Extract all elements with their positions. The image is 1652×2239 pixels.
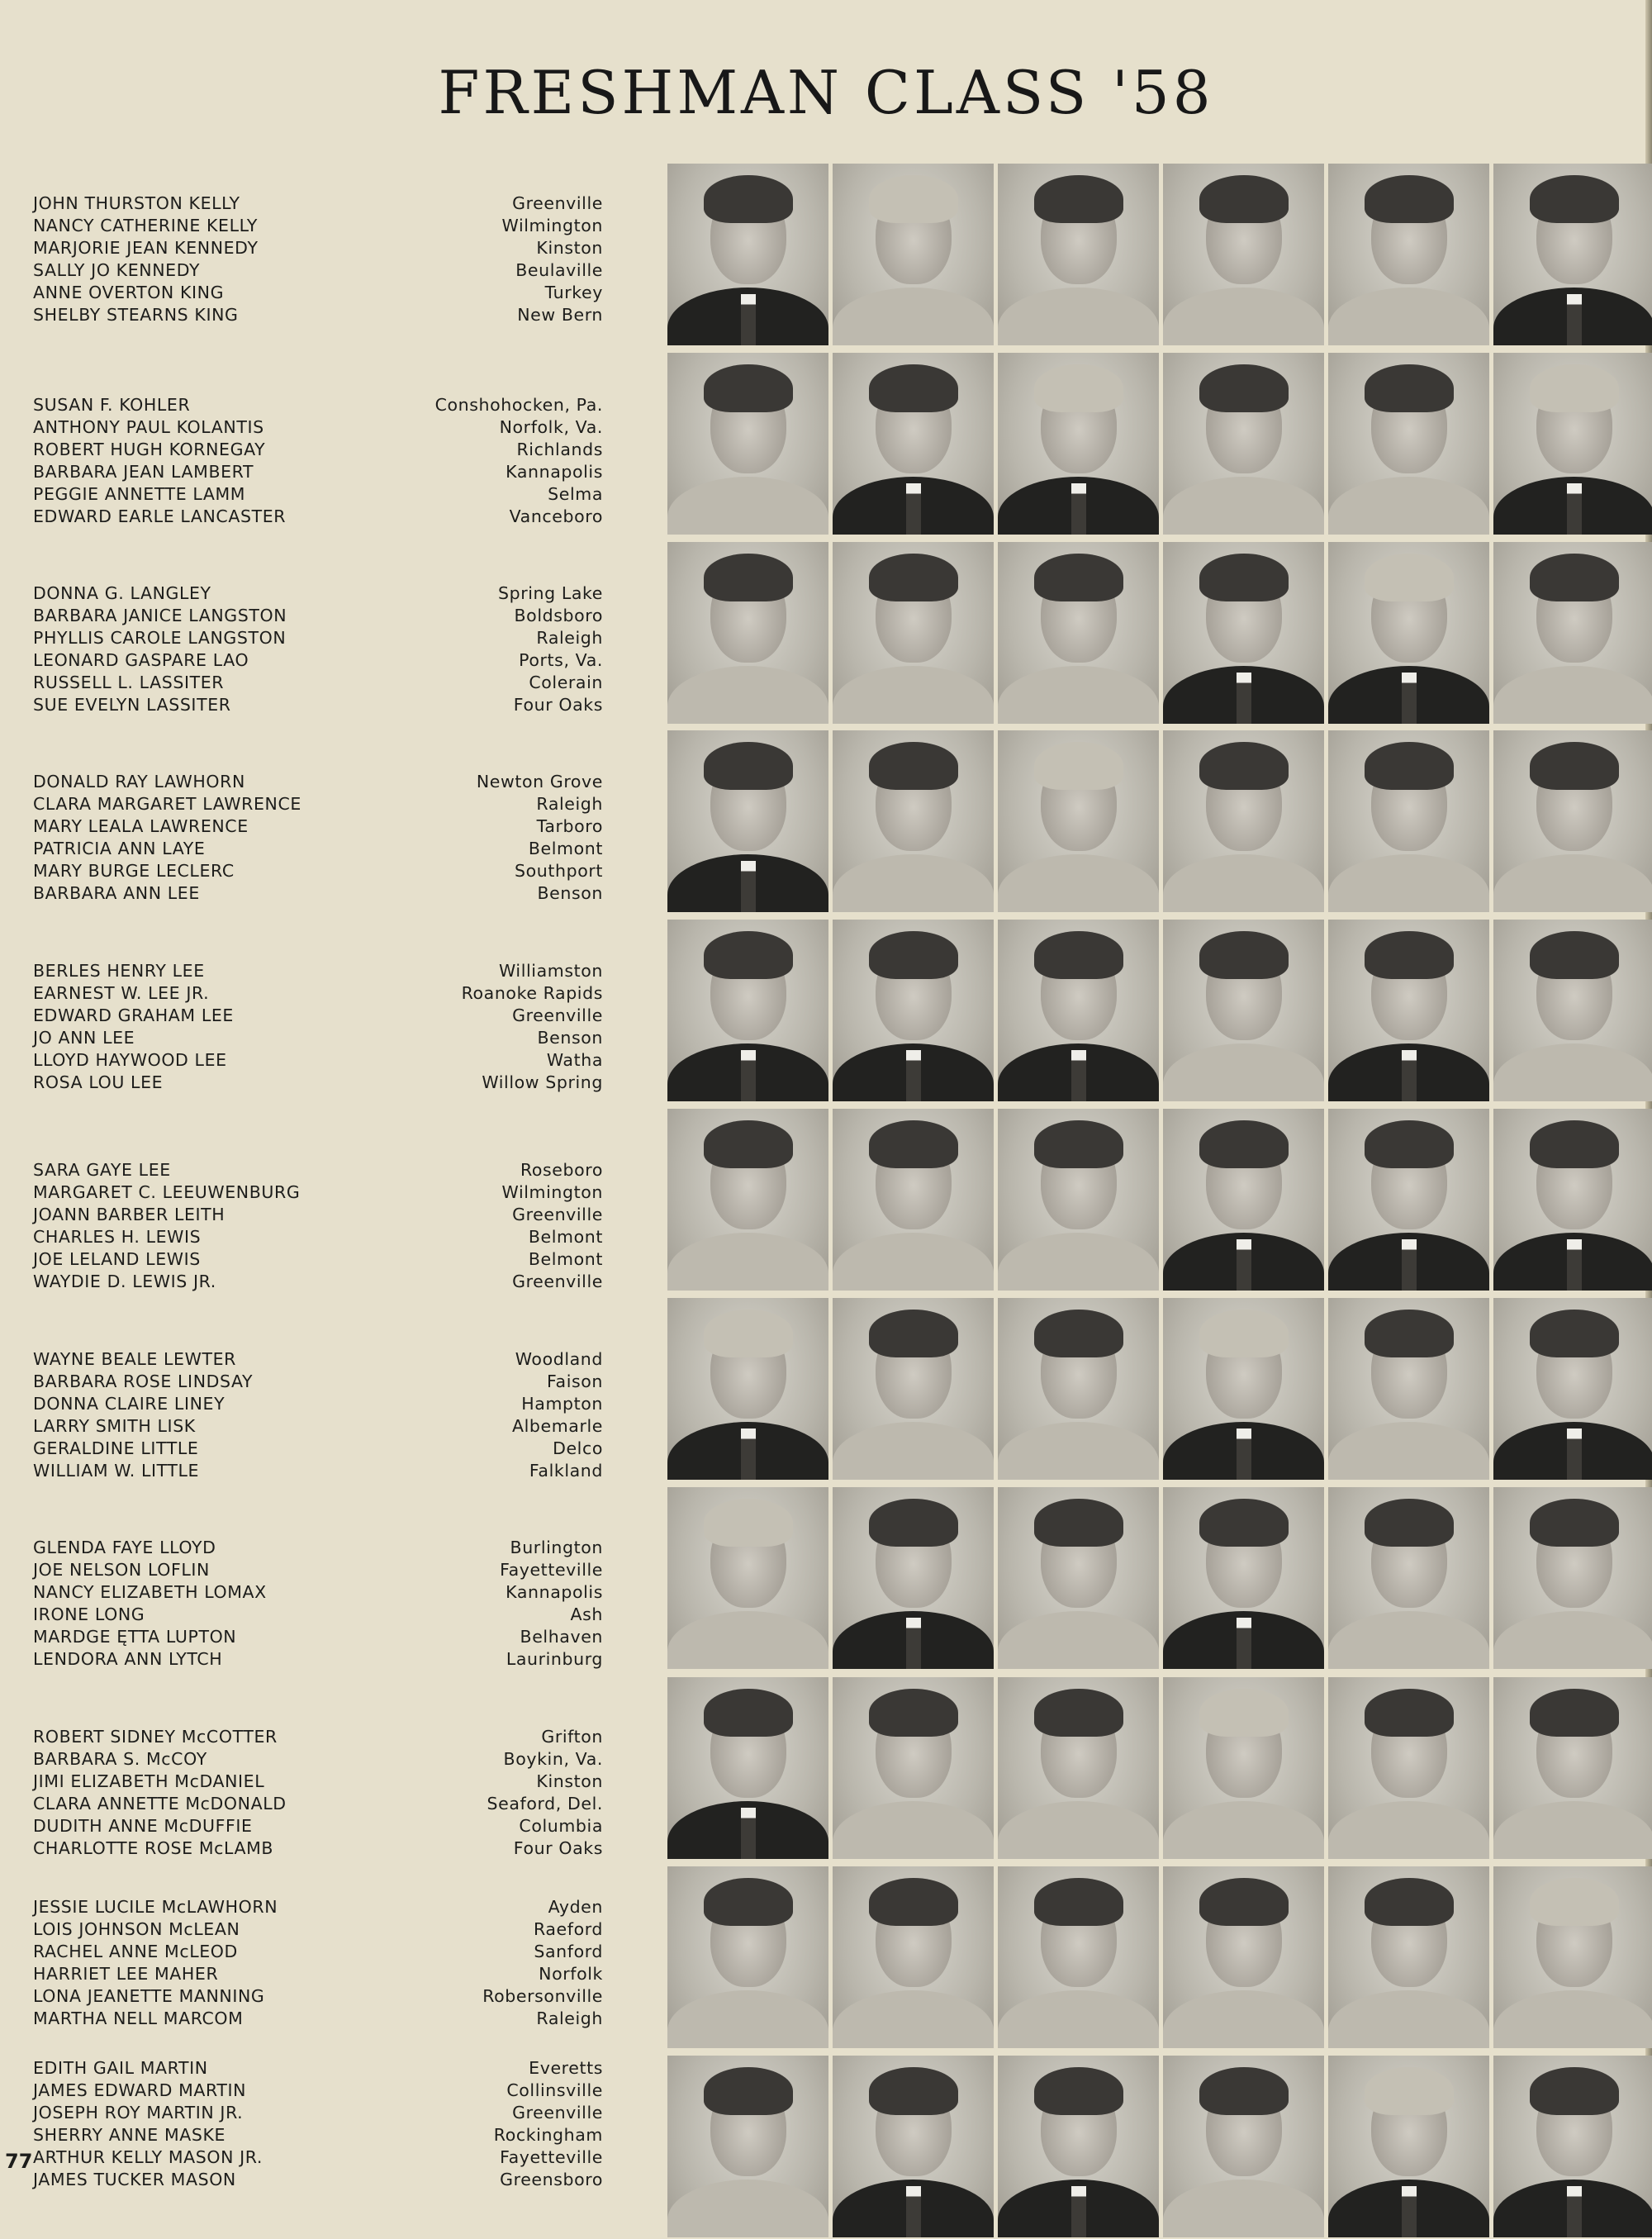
student-hometown: Roanoke Rapids [461,983,603,1003]
student-name: PEGGIE ANNETTE LAMM [33,484,246,504]
student-names [33,193,363,326]
student-portrait [667,920,828,1101]
student-hometown: Columbia [519,1816,603,1836]
student-names [33,1159,363,1293]
student-hometown: Boldsboro [514,606,603,625]
student-hometown: Southport [515,861,603,881]
student-portrait [1163,1677,1324,1859]
student-hometown: Selma [548,484,603,504]
portrait-strip [667,542,1652,725]
student-hometown: Norfolk, Va. [499,417,603,437]
student-name: EDWARD EARLE LANCASTER [33,506,287,526]
student-names [33,771,363,905]
student-hometown: Belmont [528,1227,603,1247]
student-hometown: Kannapolis [506,462,603,482]
student-portrait [1163,353,1324,535]
portrait-strip [667,730,1652,914]
student-name: DUDITH ANNE McDUFFIE [33,1816,253,1836]
student-names [33,1726,363,1860]
student-portrait [1163,164,1324,345]
student-portrait [1163,1866,1324,2048]
student-hometown: Four Oaks [513,695,603,715]
student-hometown: Seaford, Del. [487,1794,603,1814]
portrait-strip [667,920,1652,1103]
page-title: FRESHMAN CLASS '58 [438,58,1214,127]
student-hometown: Richlands [516,440,603,459]
student-name: BARBARA S. McCOY [33,1749,207,1769]
student-portrait [667,542,828,724]
page-number: 77 [5,2150,33,2173]
roster-group [0,1298,1652,1481]
student-name: SHERRY ANNE MASKE [33,2125,226,2145]
student-name: BARBARA ROSE LINDSAY [33,1371,254,1391]
student-name: JOSEPH ROY MARTIN JR. [33,2103,244,2123]
student-hometown: Belmont [528,839,603,858]
student-portrait [1328,353,1489,535]
student-hometown: New Bern [517,305,603,325]
roster-group [0,2056,1652,2239]
student-name: LLOYD HAYWOOD LEE [33,1050,227,1070]
student-hometown: Hampton [521,1394,603,1414]
student-hometown: Norfolk [539,1964,603,1984]
student-name: ROBERT HUGH KORNEGAY [33,440,266,459]
student-portrait [1328,1487,1489,1669]
student-name: PHYLLIS CAROLE LANGSTON [33,628,287,648]
student-name: SARA GAYE LEE [33,1160,171,1180]
student-portrait [1328,920,1489,1101]
student-portrait [998,1866,1159,2048]
student-hometown: Raleigh [536,628,603,648]
student-hometown: Faison [547,1371,603,1391]
student-name: ROBERT SIDNEY McCOTTER [33,1727,278,1747]
student-name: LOIS JOHNSON McLEAN [33,1919,240,1939]
student-hometown: Robersonville [482,1986,603,2006]
student-portrait [667,1487,828,1669]
student-portrait [1493,1487,1652,1669]
portrait-strip [667,353,1652,536]
student-hometowns [388,1348,603,1482]
student-hometown: Raeford [533,1919,603,1939]
student-name: WILLIAM W. LITTLE [33,1461,200,1481]
student-hometowns [388,1896,603,2030]
student-portrait [667,1109,828,1291]
student-hometown: Boykin, Va. [503,1749,603,1769]
student-hometown: Greenville [512,193,603,213]
roster-group [0,1487,1652,1671]
student-portrait [1328,2056,1489,2237]
student-hometown: Ayden [548,1897,603,1917]
student-name: HARRIET LEE MAHER [33,1964,219,1984]
student-hometown: Kannapolis [506,1582,603,1602]
student-portrait [667,1866,828,2048]
student-name: ARTHUR KELLY MASON JR. [33,2147,263,2167]
student-name: BERLES HENRY LEE [33,961,205,981]
student-hometown: Vanceboro [509,506,603,526]
student-names [33,1896,363,2030]
student-names [33,394,363,528]
student-hometown: Colerain [529,673,603,692]
student-portrait [998,2056,1159,2237]
student-portrait [1163,1109,1324,1291]
student-hometown: Raleigh [536,2008,603,2028]
student-portrait [1493,2056,1652,2237]
portrait-strip [667,1866,1652,2050]
student-name: JAMES TUCKER MASON [33,2170,236,2189]
student-portrait [998,542,1159,724]
student-name: JOE LELAND LEWIS [33,1249,201,1269]
student-hometown: Burlington [510,1538,603,1557]
portrait-strip [667,1487,1652,1671]
student-name: MARGARET C. LEEUWENBURG [33,1182,301,1202]
student-hometown: Spring Lake [497,583,603,603]
student-hometown: Everetts [529,2058,603,2078]
student-name: JAMES EDWARD MARTIN [33,2080,247,2100]
student-name: MARJORIE JEAN KENNEDY [33,238,259,258]
student-portrait [1163,542,1324,724]
student-portrait [1163,1487,1324,1669]
student-portrait [998,1677,1159,1859]
student-hometown: Roseboro [520,1160,603,1180]
student-hometown: Wilmington [501,216,603,235]
student-portrait [833,1487,994,1669]
student-hometown: Williamston [499,961,603,981]
student-hometown: Watha [546,1050,603,1070]
student-hometown: Grifton [541,1727,603,1747]
student-name: MARDGE ĘTTA LUPTON [33,1627,237,1647]
student-name: LARRY SMITH LISK [33,1416,196,1436]
student-hometowns [388,2057,603,2191]
roster-group [0,1866,1652,2050]
student-hometown: Delco [553,1438,603,1458]
student-name: BARBARA JANICE LANGSTON [33,606,287,625]
student-portrait [998,353,1159,535]
student-hometowns [388,960,603,1094]
student-name: NANCY ELIZABETH LOMAX [33,1582,267,1602]
student-names [33,2057,363,2191]
student-portrait [998,920,1159,1101]
student-name: JO ANN LEE [33,1028,135,1048]
student-hometown: Ports, Va. [519,650,603,670]
student-portrait [1493,164,1652,345]
student-name: JESSIE LUCILE McLAWHORN [33,1897,278,1917]
student-name: BARBARA JEAN LAMBERT [33,462,254,482]
student-hometown: Belmont [528,1249,603,1269]
student-name: EDITH GAIL MARTIN [33,2058,208,2078]
student-hometown: Ash [570,1604,603,1624]
student-name: LENDORA ANN LYTCH [33,1649,223,1669]
portrait-strip [667,1109,1652,1292]
student-name: SALLY JO KENNEDY [33,260,201,280]
student-names [33,582,363,716]
student-portrait [833,2056,994,2237]
student-name: WAYNE BEALE LEWTER [33,1349,236,1369]
student-hometown: Four Oaks [513,1838,603,1858]
student-name: GERALDINE LITTLE [33,1438,199,1458]
student-hometowns [388,193,603,326]
student-hometown: Raleigh [536,794,603,814]
student-hometown: Albemarle [511,1416,603,1436]
student-hometown: Turkey [544,283,603,302]
student-portrait [667,353,828,535]
student-hometown: Greensboro [500,2170,603,2189]
student-name: CHARLES H. LEWIS [33,1227,202,1247]
student-portrait [1328,1677,1489,1859]
student-name: MARTHA NELL MARCOM [33,2008,244,2028]
student-portrait [833,542,994,724]
roster-group [0,353,1652,536]
student-hometown: Benson [537,883,603,903]
student-portrait [998,1109,1159,1291]
roster-group [0,920,1652,1103]
student-hometown: Willow Spring [482,1072,603,1092]
student-name: IRONE LONG [33,1604,145,1624]
roster-group [0,542,1652,725]
student-portrait [1328,730,1489,912]
student-hometowns [388,1537,603,1671]
student-portrait [1493,542,1652,724]
student-portrait [1493,353,1652,535]
student-portrait [667,1298,828,1480]
student-portrait [833,920,994,1101]
student-portrait [1163,2056,1324,2237]
student-name: JOE NELSON LOFLIN [33,1560,210,1580]
student-hometown: Kinston [536,238,603,258]
student-portrait [667,164,828,345]
student-portrait [667,1677,828,1859]
student-hometown: Fayetteville [500,2147,603,2167]
student-portrait [833,164,994,345]
student-hometown: Wilmington [501,1182,603,1202]
student-name: DONNA CLAIRE LINEY [33,1394,225,1414]
student-name: JOANN BARBER LEITH [33,1205,225,1224]
student-name: MARY BURGE LECLERC [33,861,235,881]
student-name: SHELBY STEARNS KING [33,305,239,325]
student-hometown: Tarboro [536,816,603,836]
student-hometown: Greenville [512,1005,603,1025]
roster-group [0,1109,1652,1292]
student-hometown: Greenville [512,2103,603,2123]
student-portrait [1328,1866,1489,2048]
student-portrait [1163,1298,1324,1480]
student-portrait [1493,920,1652,1101]
student-hometown: Laurinburg [506,1649,603,1669]
student-name: SUE EVELYN LASSITER [33,695,231,715]
student-name: PATRICIA ANN LAYE [33,839,206,858]
student-name: DONNA G. LANGLEY [33,583,211,603]
student-portrait [833,1109,994,1291]
student-hometown: Fayetteville [500,1560,603,1580]
student-name: DONALD RAY LAWHORN [33,772,245,791]
portrait-strip [667,1677,1652,1861]
student-portrait [998,1487,1159,1669]
student-hometown: Benson [537,1028,603,1048]
student-name: JOHN THURSTON KELLY [33,193,240,213]
student-hometown: Newton Grove [476,772,603,791]
student-portrait [1493,1298,1652,1480]
student-hometown: Sanford [534,1942,603,1961]
student-portrait [833,1677,994,1859]
student-names [33,1348,363,1482]
student-name: NANCY CATHERINE KELLY [33,216,259,235]
student-name: ANTHONY PAUL KOLANTIS [33,417,264,437]
student-name: CLARA MARGARET LAWRENCE [33,794,301,814]
student-name: GLENDA FAYE LLOYD [33,1538,216,1557]
student-hometowns [388,582,603,716]
student-name: SUSAN F. KOHLER [33,395,191,415]
student-hometown: Beulaville [515,260,603,280]
student-hometown: Kinston [536,1771,603,1791]
roster-group [0,1677,1652,1861]
student-names [33,960,363,1094]
student-portrait [998,730,1159,912]
student-name: JIMI ELIZABETH McDANIEL [33,1771,265,1791]
student-hometown: Woodland [515,1349,603,1369]
student-name: LEONARD GASPARE LAO [33,650,249,670]
student-hometown: Greenville [512,1205,603,1224]
student-hometowns [388,1726,603,1860]
student-name: BARBARA ANN LEE [33,883,200,903]
roster-group [0,730,1652,914]
student-name: RACHEL ANNE McLEOD [33,1942,238,1961]
student-name: CLARA ANNETTE McDONALD [33,1794,287,1814]
student-portrait [667,2056,828,2237]
roster-group [0,164,1652,347]
student-name: RUSSELL L. LASSITER [33,673,225,692]
student-hometown: Falkland [529,1461,603,1481]
student-portrait [1328,164,1489,345]
student-portrait [833,1866,994,2048]
student-names [33,1537,363,1671]
student-portrait [1493,1109,1652,1291]
student-portrait [1163,920,1324,1101]
student-hometown: Collinsville [506,2080,603,2100]
portrait-strip [667,2056,1652,2239]
student-name: LONA JEANETTE MANNING [33,1986,265,2006]
student-name: EARNEST W. LEE JR. [33,983,210,1003]
student-portrait [667,730,828,912]
student-portrait [1328,542,1489,724]
student-hometown: Greenville [512,1272,603,1291]
student-hometown: Rockingham [493,2125,603,2145]
portrait-strip [667,164,1652,347]
student-portrait [1493,1866,1652,2048]
student-name: WAYDIE D. LEWIS JR. [33,1272,216,1291]
student-portrait [833,730,994,912]
student-portrait [1328,1298,1489,1480]
student-portrait [1493,1677,1652,1859]
student-portrait [1163,730,1324,912]
student-portrait [998,1298,1159,1480]
student-hometowns [388,771,603,905]
student-name: ANNE OVERTON KING [33,283,225,302]
student-name: MARY LEALA LAWRENCE [33,816,249,836]
student-hometown: Conshohocken, Pa. [434,395,603,415]
student-portrait [833,1298,994,1480]
student-name: CHARLOTTE ROSE McLAMB [33,1838,274,1858]
student-name: EDWARD GRAHAM LEE [33,1005,234,1025]
student-name: ROSA LOU LEE [33,1072,164,1092]
student-hometowns [388,394,603,528]
student-hometowns [388,1159,603,1293]
student-portrait [1493,730,1652,912]
student-portrait [998,164,1159,345]
student-portrait [833,353,994,535]
portrait-strip [667,1298,1652,1481]
student-hometown: Belhaven [520,1627,603,1647]
student-portrait [1328,1109,1489,1291]
